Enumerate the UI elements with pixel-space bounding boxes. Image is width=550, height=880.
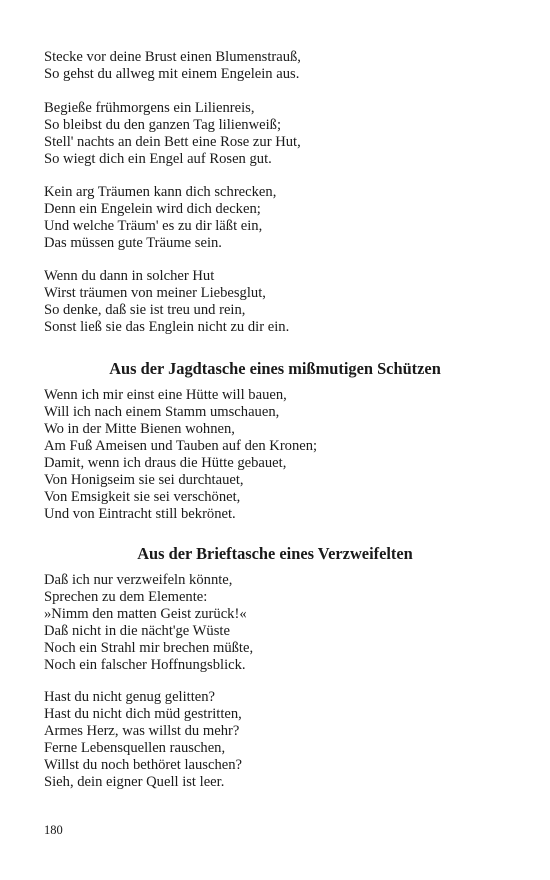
- verse-line: Von Emsigkeit sie sei verschönet,: [44, 489, 241, 505]
- poem3-title: Aus der Brieftasche eines Verzweifelten: [137, 544, 413, 563]
- verse-line: Das müssen gute Träume sein.: [44, 235, 222, 251]
- poem2-title: Aus der Jagdtasche eines mißmutigen Schützen: [109, 359, 441, 378]
- verse-line: Noch ein Strahl mir brechen müßte,: [44, 640, 254, 656]
- poem1-stanza-4: [44, 268, 524, 336]
- verse-line: Begieße frühmorgens ein Lilienreis,: [44, 100, 255, 116]
- poem1-stanza-3: [44, 184, 524, 252]
- verse-line: Will ich nach einem Stamm umschauen,: [44, 404, 280, 420]
- verse-line: Sonst ließ sie das Englein nicht zu dir ein.: [44, 319, 290, 335]
- verse-line: So gehst du allweg mit einem Engelein aus.: [44, 66, 300, 82]
- page-number: 180: [44, 823, 63, 837]
- verse-line: Damit, wenn ich draus die Hütte gebauet,: [44, 455, 287, 471]
- verse-line: Ferne Lebensquellen rauschen,: [44, 740, 226, 756]
- verse-line: So wiegt dich ein Engel auf Rosen gut.: [44, 151, 272, 167]
- verse-line: Willst du noch bethöret lauschen?: [44, 757, 242, 773]
- verse-line: So bleibst du den ganzen Tag lilienweiß;: [44, 117, 282, 133]
- verse-line: Kein arg Träumen kann dich schrecken,: [44, 184, 277, 200]
- poem3-stanza-1: [44, 572, 524, 674]
- verse-line: Wirst träumen von meiner Liebesglut,: [44, 285, 266, 301]
- verse-line: Wenn du dann in solcher Hut: [44, 268, 215, 284]
- verse-line: Hast du nicht dich müd gestritten,: [44, 706, 242, 722]
- poem2-stanza-1: [44, 387, 524, 523]
- verse-line: Stecke vor deine Brust einen Blumenstrauß,: [44, 49, 301, 65]
- verse-line: Denn ein Engelein wird dich decken;: [44, 201, 261, 217]
- poem1-stanza-1: [44, 49, 524, 83]
- verse-line: Daß nicht in die nächt'ge Wüste: [44, 623, 230, 639]
- verse-line: Daß ich nur verzweifeln könnte,: [44, 572, 233, 588]
- poem1-stanza-2: [44, 100, 524, 168]
- verse-line: Sieh, dein eigner Quell ist leer.: [44, 774, 225, 790]
- verse-line: Von Honigseim sie sei durchtauet,: [44, 472, 244, 488]
- verse-line: Und welche Träum' es zu dir läßt ein,: [44, 218, 263, 234]
- verse-line: Am Fuß Ameisen und Tauben auf den Kronen;: [44, 438, 318, 454]
- verse-line: Hast du nicht genug gelitten?: [44, 689, 216, 705]
- verse-line: So denke, daß sie ist treu und rein,: [44, 302, 246, 318]
- verse-line: Sprechen zu dem Elemente:: [44, 589, 208, 605]
- verse-line: Wo in der Mitte Bienen wohnen,: [44, 421, 235, 437]
- verse-line: Armes Herz, was willst du mehr?: [44, 723, 240, 739]
- verse-line: Wenn ich mir einst eine Hütte will bauen,: [44, 387, 287, 403]
- verse-line: »Nimm den matten Geist zurück!«: [44, 606, 247, 622]
- verse-line: Stell' nachts an dein Bett eine Rose zur Hut,: [44, 134, 301, 150]
- poem3-stanza-2: [44, 689, 524, 791]
- verse-line: Noch ein falscher Hoffnungsblick.: [44, 657, 246, 673]
- verse-line: Und von Eintracht still bekrönet.: [44, 506, 236, 522]
